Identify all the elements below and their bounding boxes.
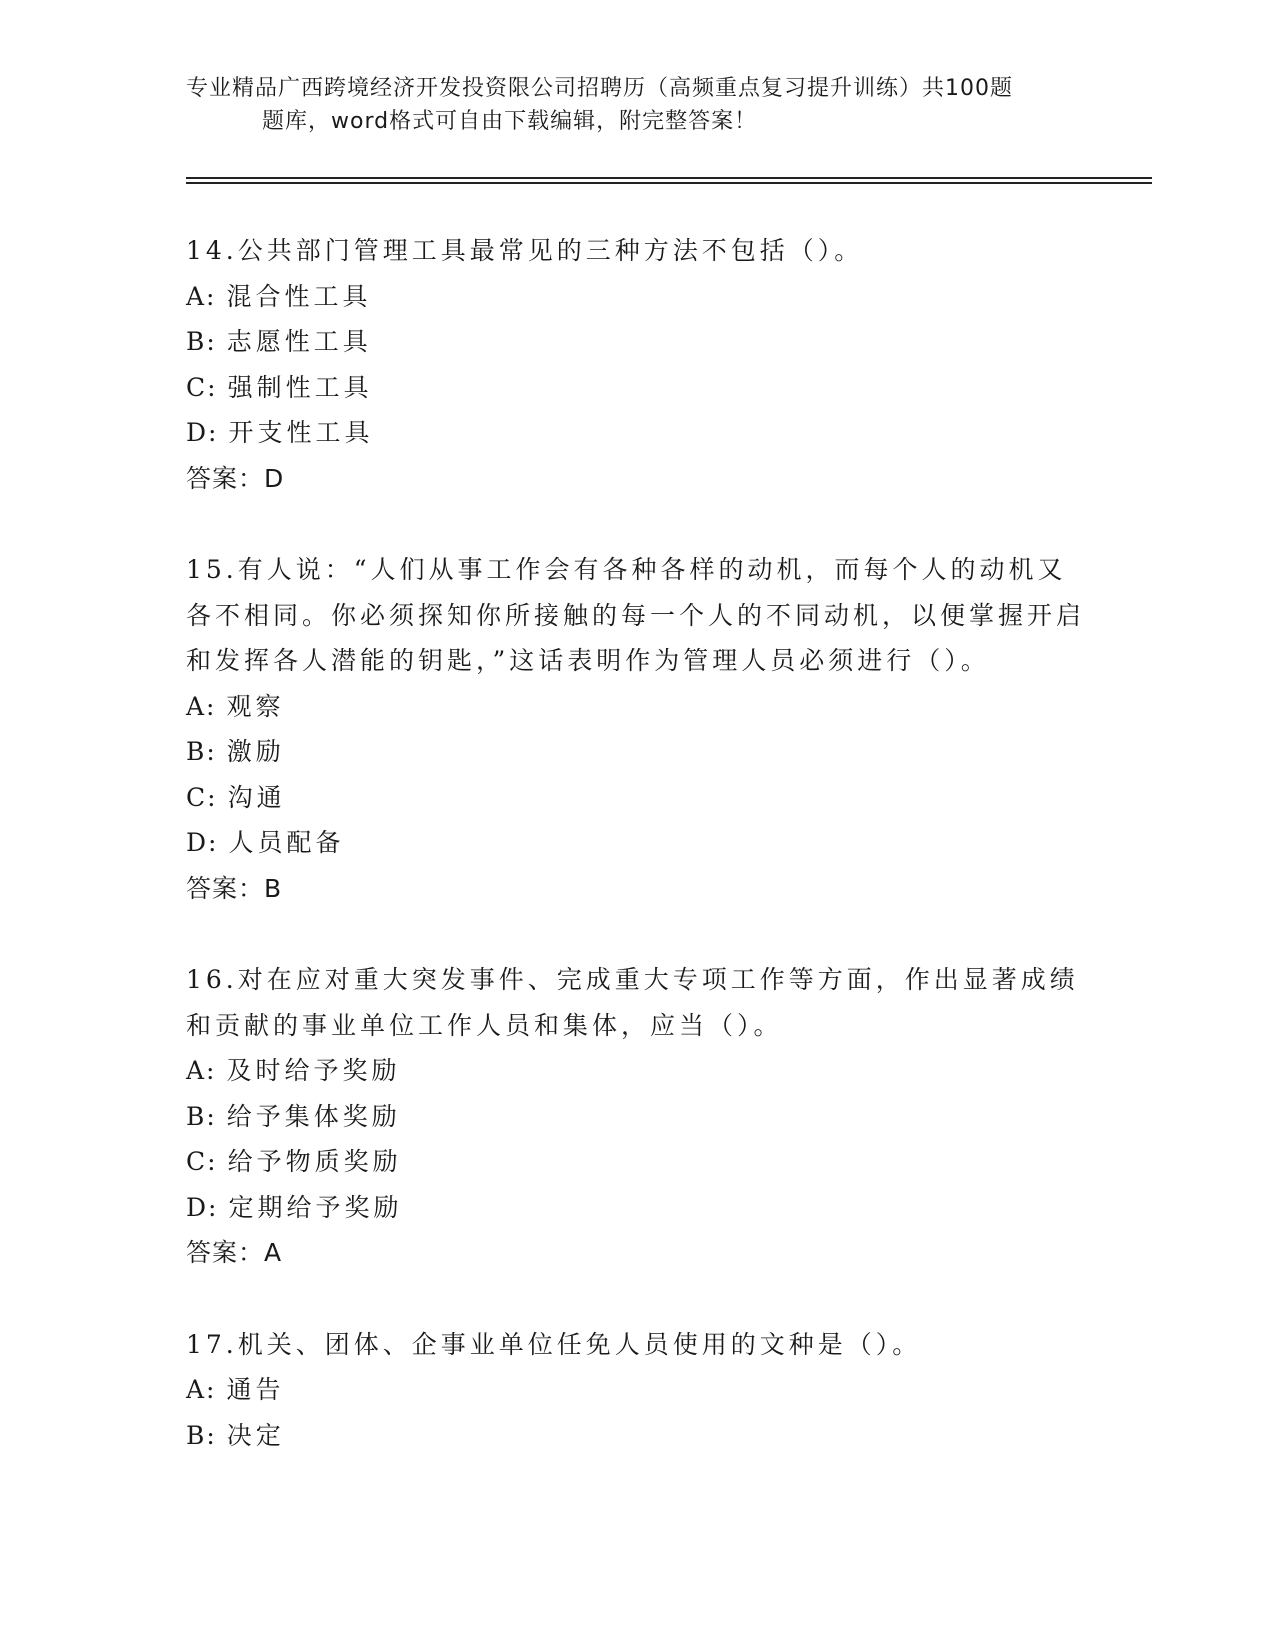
- option-text: 定期给予奖励: [228, 1192, 403, 1222]
- option-text: 混合性工具: [226, 281, 372, 311]
- option-text: 志愿性工具: [226, 327, 372, 356]
- option-a: [186, 684, 1086, 730]
- option-label: D:: [186, 828, 219, 857]
- header-divider-bottom: [186, 182, 1152, 184]
- option-label: A:: [186, 281, 217, 311]
- option-text: 人员配备: [228, 828, 345, 857]
- option-text: 强制性工具: [227, 372, 373, 402]
- option-label: A:: [186, 1056, 217, 1085]
- option-text: 及时给予奖励: [226, 1056, 401, 1085]
- option-text: 给予集体奖励: [226, 1101, 401, 1131]
- answer: 答案：A: [186, 1238, 283, 1267]
- option-b: [186, 319, 1086, 365]
- option-d: [186, 410, 1086, 456]
- option-text: 开支性工具: [228, 418, 374, 447]
- header-title-line2: 题库，word格式可自由下载编辑，附完整答案！: [262, 109, 758, 134]
- option-text: 决定: [226, 1420, 285, 1450]
- option-label: C:: [186, 782, 218, 812]
- question-17: [186, 1322, 1086, 1459]
- answer: 答案：B: [186, 873, 283, 903]
- option-b: [186, 729, 1086, 775]
- option-a: [186, 1048, 1086, 1094]
- option-label: C:: [186, 1147, 218, 1176]
- header-title-line1: 专业精品广西跨境经济开发投资限公司招聘历（高频重点复习提升训练）共100题: [186, 76, 1013, 101]
- option-d: [186, 820, 1086, 866]
- option-text: 给予物质奖励: [227, 1147, 402, 1176]
- option-text: 通告: [226, 1375, 285, 1404]
- question-stem: 14.公共部门管理工具最常见的三种方法不包括（）。: [186, 236, 864, 265]
- question-16: [186, 957, 1086, 1276]
- option-label: B:: [186, 1420, 217, 1450]
- question-list: [186, 228, 1086, 1504]
- option-label: D:: [186, 1192, 219, 1222]
- option-b: [186, 1413, 1086, 1459]
- document-header: [186, 72, 1086, 138]
- header-divider-top: [186, 177, 1152, 179]
- question-stem: 17.机关、团体、企事业单位任免人员使用的文种是（）。: [186, 1329, 922, 1359]
- option-c: [186, 365, 1086, 411]
- option-label: D:: [186, 418, 219, 447]
- option-text: 观察: [226, 691, 285, 721]
- option-label: A:: [186, 691, 217, 721]
- option-label: B:: [186, 737, 217, 766]
- option-a: [186, 274, 1086, 320]
- option-a: [186, 1367, 1086, 1413]
- option-c: [186, 775, 1086, 821]
- question-15: [186, 547, 1086, 911]
- option-label: B:: [186, 327, 217, 356]
- question-14: [186, 228, 1086, 501]
- option-label: B:: [186, 1101, 217, 1131]
- option-label: C:: [186, 372, 218, 402]
- option-text: 沟通: [227, 782, 286, 812]
- option-b: [186, 1094, 1086, 1140]
- question-stem: 15.有人说：“人们从事工作会有各种各样的动机，而每个人的动机又各不相同。你必须探知你所接触的每一个人的不同动机，以便掌握开启和发挥各人潜能的钥匙，”这话表明作为管理人员必须进行（）。: [186, 555, 1086, 675]
- option-text: 激励: [226, 737, 285, 766]
- answer: 答案：D: [186, 463, 285, 493]
- option-c: [186, 1139, 1086, 1185]
- question-stem: 16.对在应对重大突发事件、完成重大专项工作等方面，作出显著成绩和贡献的事业单位工作人员和集体，应当（）。: [186, 965, 1079, 1040]
- option-d: [186, 1185, 1086, 1231]
- option-label: A:: [186, 1375, 217, 1404]
